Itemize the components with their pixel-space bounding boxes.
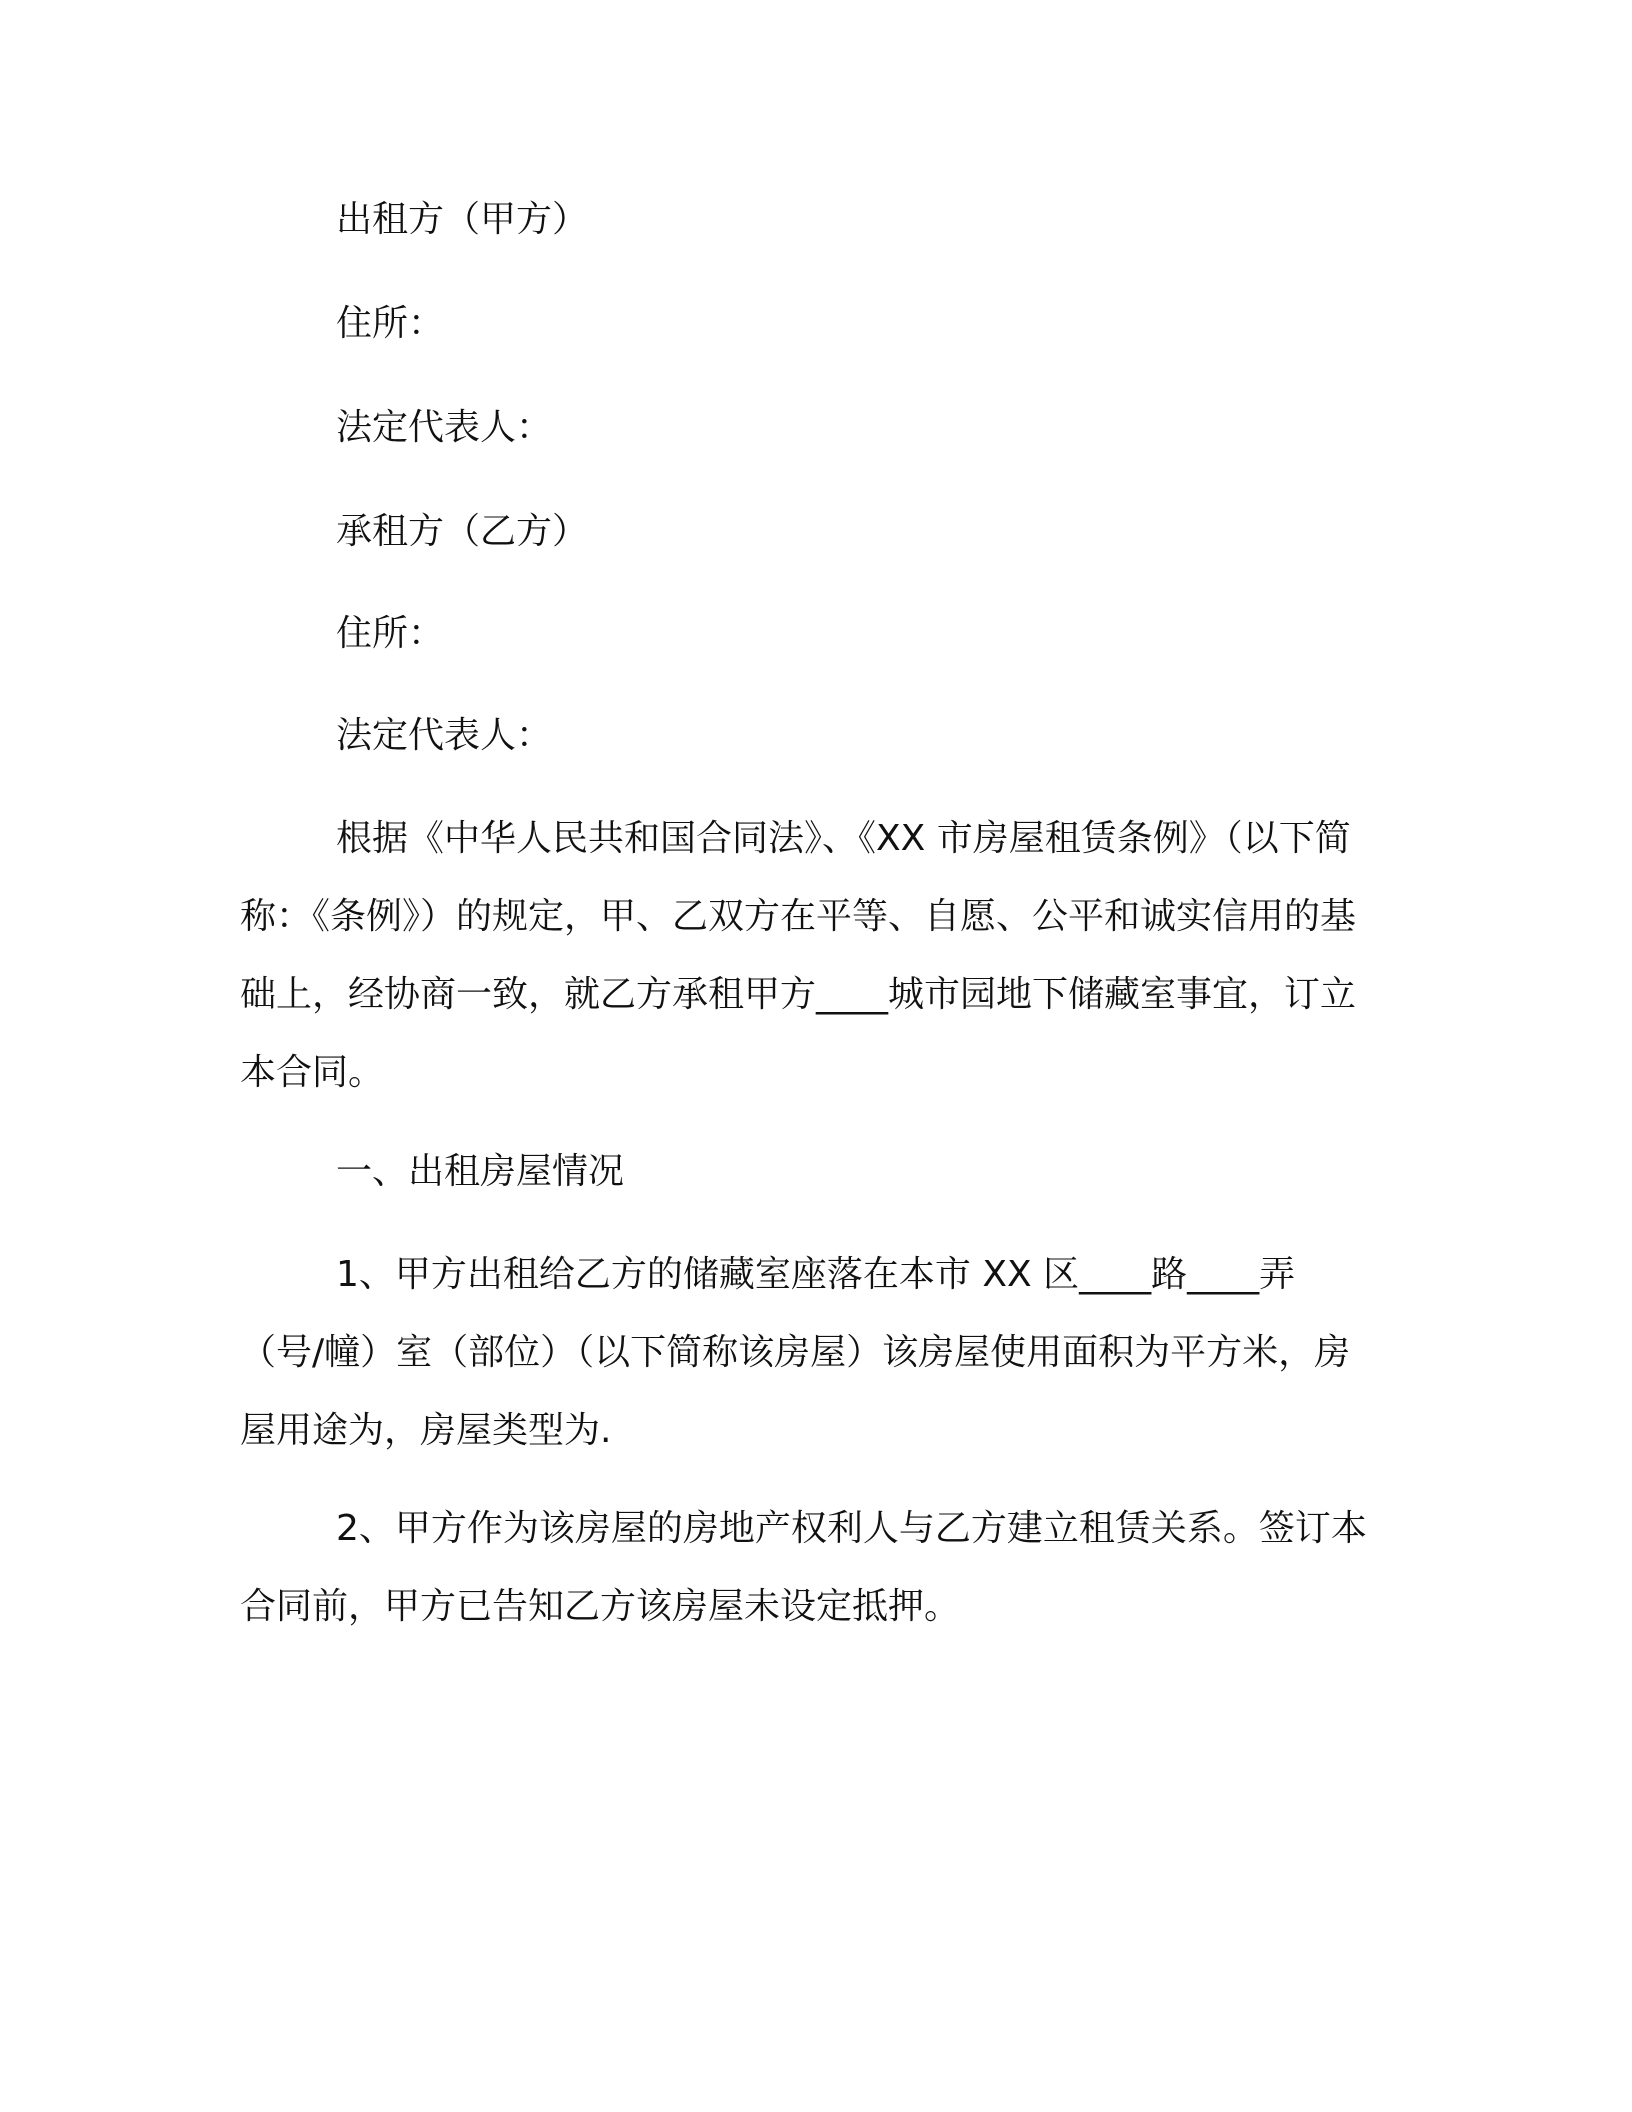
section-title-rental-property: 一、出租房屋情况 bbox=[336, 1151, 625, 1192]
lessor-representative: 法定代表人： bbox=[336, 407, 553, 448]
preamble-paragraph: 根据《中华人民共和国合同法》、《XX 市房屋租赁条例》（以下简称：《条例》）的规定，甲、乙双方在平等、自愿、公平和诚实信用的基础上，经协商一致，就乙方承租甲方____城市园地下储藏室事宜，订立本合同。 bbox=[240, 818, 1357, 1093]
lessor-address: 住所： bbox=[336, 303, 445, 344]
lessee-representative: 法定代表人： bbox=[336, 715, 553, 756]
lessee-address: 住所： bbox=[336, 613, 445, 654]
clause-2-paragraph: 2、甲方作为该房屋的房地产权利人与乙方建立租赁关系。签订本合同前，甲方已告知乙方该房屋未设定抵押。 bbox=[240, 1508, 1367, 1627]
lessee-heading: 承租方（乙方） bbox=[336, 511, 589, 552]
lessor-heading: 出租方（甲方） bbox=[336, 199, 589, 240]
clause-1-paragraph: 1、甲方出租给乙方的储藏室座落在本市 XX 区____路____弄（号/幢）室（部位）（以下简称该房屋）该房屋使用面积为平方米，房屋用途为，房屋类型为. bbox=[240, 1254, 1351, 1451]
